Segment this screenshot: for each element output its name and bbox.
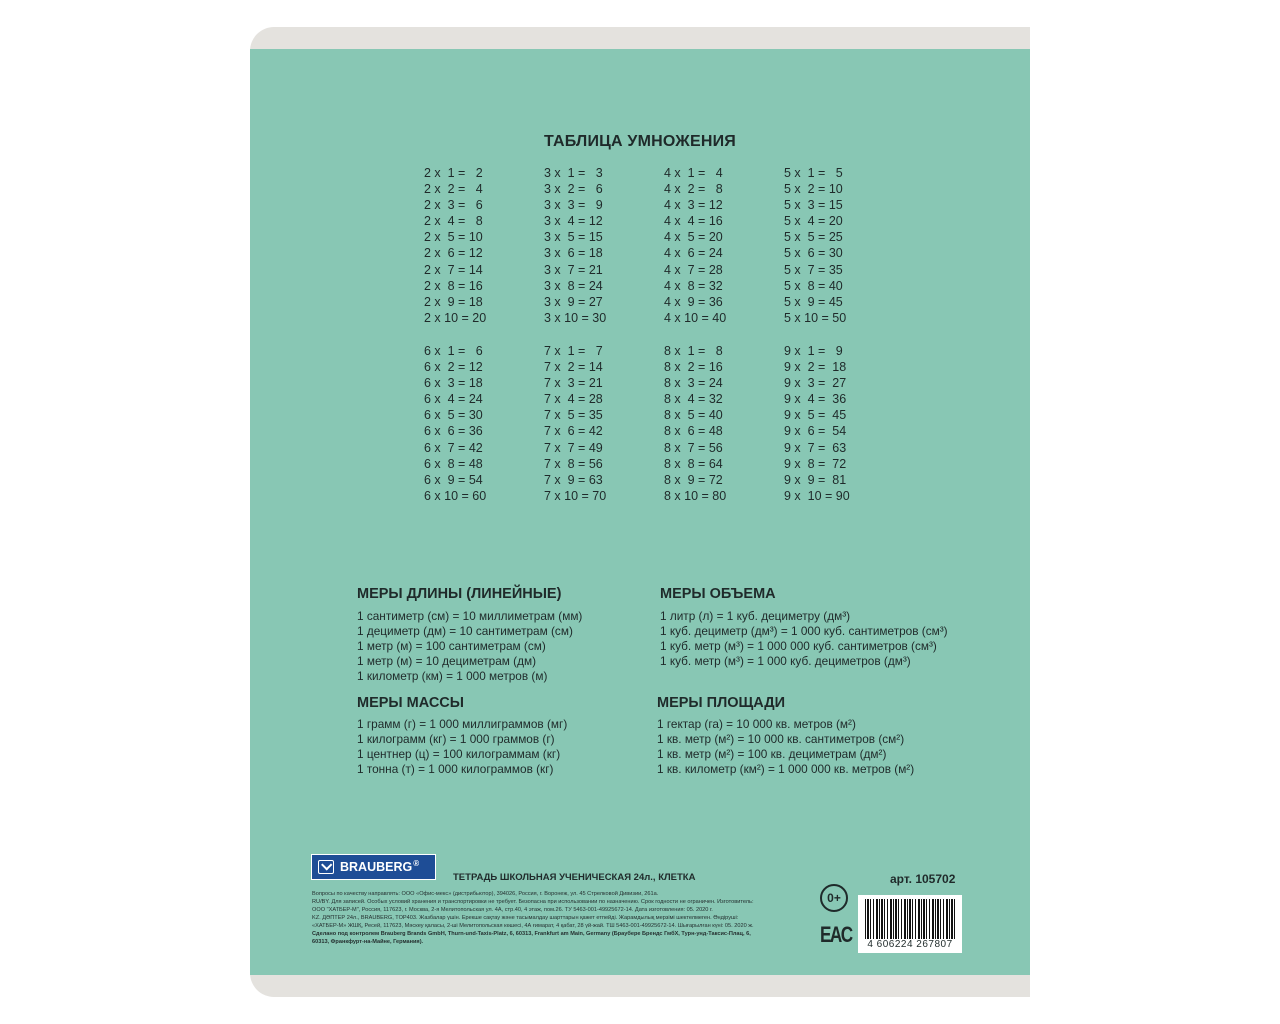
- multiplication-row: 7 x 9 = 63: [544, 472, 603, 487]
- multiplication-row: 4 x 6 = 24: [664, 246, 723, 261]
- volume-measure-line: 1 куб. метр (м³) = 1 000 000 куб. сантиметров (см³): [660, 639, 937, 653]
- fine-print-line: 60313, Франкфурт-на-Майне, Германия).: [312, 939, 424, 945]
- multiplication-row: 8 x 7 = 56: [664, 440, 723, 455]
- eac-mark-icon: EAC: [820, 922, 852, 947]
- multiplication-row: 5 x 5 = 25: [784, 230, 843, 245]
- multiplication-row: 8 x 2 = 16: [664, 360, 723, 375]
- multiplication-row: 6 x 7 = 42: [424, 440, 483, 455]
- multiplication-row: 6 x 4 = 24: [424, 392, 483, 407]
- multiplication-row: 9 x 4 = 36: [784, 392, 847, 407]
- multiplication-row: 6 x 3 = 18: [424, 376, 483, 391]
- multiplication-row: 6 x 6 = 36: [424, 424, 483, 439]
- volume-measures-list: [660, 609, 948, 669]
- brauberg-logo: [311, 854, 436, 880]
- multiplication-row: 8 x 8 = 64: [664, 456, 723, 471]
- multiplication-row: 7 x 8 = 56: [544, 456, 603, 471]
- multiplication-row: 6 x 9 = 54: [424, 472, 483, 487]
- multiplication-row: 9 x 2 = 18: [784, 360, 847, 375]
- multiplication-row: 7 x 5 = 35: [544, 408, 603, 423]
- multiplication-row: 3 x 5 = 15: [544, 230, 603, 245]
- area-measures-title: МЕРЫ ПЛОЩАДИ: [657, 695, 786, 711]
- multiplication-row: 8 x 6 = 48: [664, 424, 723, 439]
- multiplication-column-6: [424, 343, 486, 504]
- fine-print-line: Вопросы по качеству направлять: ООО «Офис-мекс» (дистрибьютор), 394026, Россия, г. Воронеж, ул. 45 Стрелковой Дивизии, 261а.: [312, 891, 659, 897]
- area-measure-line: 1 кв. метр (м²) = 10 000 кв. сантиметров (см²): [657, 732, 905, 746]
- age-rating-badge: 0+: [820, 884, 848, 912]
- multiplication-column-2: [424, 165, 486, 326]
- multiplication-row: 8 x 9 = 72: [664, 472, 723, 487]
- multiplication-row: 7 x 6 = 42: [544, 424, 603, 439]
- mass-measures-list: [357, 717, 567, 777]
- multiplication-column-3: [544, 165, 606, 326]
- fine-print: [312, 890, 818, 946]
- multiplication-column-9: [784, 343, 850, 504]
- notebook-back-cover: [250, 49, 1030, 975]
- multiplication-row: 8 x 3 = 24: [664, 376, 723, 391]
- multiplication-row: 4 x 9 = 36: [664, 294, 723, 309]
- mass-measure-line: 1 килограмм (кг) = 1 000 граммов (г): [357, 732, 555, 746]
- multiplication-row: 5 x 3 = 15: [784, 198, 843, 213]
- multiplication-row: 6 x 10 = 60: [424, 488, 487, 503]
- multiplication-row: 3 x 2 = 6: [544, 182, 603, 197]
- length-measure-line: 1 сантиметр (см) = 10 миллиметрам (мм): [357, 609, 583, 623]
- mass-measures-title: МЕРЫ МАССЫ: [357, 695, 464, 711]
- multiplication-row: 2 x 3 = 6: [424, 198, 483, 213]
- multiplication-row: 3 x 4 = 12: [544, 214, 603, 229]
- volume-measure-line: 1 куб. метр (м³) = 1 000 куб. дециметров (дм³): [660, 654, 911, 668]
- multiplication-column-7: [544, 343, 606, 504]
- multiplication-row: 2 x 4 = 8: [424, 214, 483, 229]
- multiplication-row: 4 x 5 = 20: [664, 230, 723, 245]
- fine-print-line: RU/BY. Для записей. Особых условий хранения и транспортировки не требует. Безопасна при использовании по назначению. Срок годности не ограничен. Изготовитель:: [312, 899, 754, 905]
- multiplication-row: 5 x 7 = 35: [784, 262, 843, 277]
- multiplication-row: 4 x 10 = 40: [664, 310, 727, 325]
- multiplication-row: 7 x 7 = 49: [544, 440, 603, 455]
- brand-check-icon: [318, 860, 334, 874]
- fine-print-line: Сделано под контролем Brauberg Brands GmbH, Thurn-und-Taxis-Platz, 6, 60313, Frankfurt am Main, Germany (Браубере Брендс ГмбХ, Турн-унд-Таксис-Плац, 6,: [312, 931, 751, 937]
- mass-measure-line: 1 тонна (т) = 1 000 килограммов (кг): [357, 762, 554, 776]
- multiplication-row: 2 x 5 = 10: [424, 230, 483, 245]
- product-name: ТЕТРАДЬ ШКОЛЬНАЯ УЧЕНИЧЕСКАЯ 24л., КЛЕТКА: [453, 872, 696, 883]
- brand-name: BRAUBERG: [340, 860, 413, 874]
- multiplication-row: 7 x 4 = 28: [544, 392, 603, 407]
- multiplication-row: 7 x 1 = 7: [544, 344, 603, 358]
- length-measures-title: МЕРЫ ДЛИНЫ (ЛИНЕЙНЫЕ): [357, 586, 562, 602]
- multiplication-row: 8 x 4 = 32: [664, 392, 723, 407]
- multiplication-row: 5 x 1 = 5: [784, 166, 843, 180]
- multiplication-row: 9 x 8 = 72: [784, 456, 847, 471]
- fine-print-line: ООО "ХАТБЕР-М", Россия, 117623, г. Москва, 2-я Мелитопольская ул. 4А, стр.40, 4 этаж, пом.26. ТУ 5463-001-49925672-14. Дата изготовления: 05. 2020 г.: [312, 907, 713, 913]
- mass-measure-line: 1 грамм (г) = 1 000 миллиграммов (мг): [357, 717, 568, 731]
- multiplication-row: 6 x 2 = 12: [424, 360, 483, 375]
- multiplication-row: 2 x 9 = 18: [424, 294, 483, 309]
- multiplication-row: 5 x 2 = 10: [784, 182, 843, 197]
- multiplication-row: 2 x 10 = 20: [424, 310, 487, 325]
- multiplication-row: 7 x 3 = 21: [544, 376, 603, 391]
- registered-mark: ®: [413, 859, 420, 868]
- multiplication-row: 5 x 6 = 30: [784, 246, 843, 261]
- length-measure-line: 1 километр (км) = 1 000 метров (м): [357, 669, 548, 683]
- area-measure-line: 1 гектар (га) = 10 000 кв. метров (м²): [657, 717, 856, 731]
- barcode: [858, 895, 962, 953]
- barcode-bars: [865, 899, 955, 939]
- multiplication-row: 2 x 6 = 12: [424, 246, 483, 261]
- multiplication-row: 3 x 9 = 27: [544, 294, 603, 309]
- multiplication-row: 6 x 1 = 6: [424, 344, 483, 358]
- multiplication-row: 4 x 2 = 8: [664, 182, 723, 197]
- multiplication-row: 4 x 3 = 12: [664, 198, 723, 213]
- multiplication-row: 5 x 4 = 20: [784, 214, 843, 229]
- multiplication-row: 2 x 8 = 16: [424, 278, 483, 293]
- area-measure-line: 1 кв. километр (км²) = 1 000 000 кв. метров (м²): [657, 762, 915, 776]
- fine-print-line: «ХАТБЕР-М» ЖШҚ, Ресей, 117623, Мәскеу қаласы, 2-ші Мелитопольская көшесі, 4А ғимарат, 4 қабат, 28 үй-жай. ТШ 5463-001-49925672-14. Шығарылған күні: 05. 2020 ж.: [312, 923, 754, 929]
- multiplication-column-5: [784, 165, 846, 326]
- multiplication-title: ТАБЛИЦА УМНОЖЕНИЯ: [544, 133, 736, 150]
- multiplication-row: 5 x 10 = 50: [784, 310, 847, 325]
- multiplication-row: 2 x 1 = 2: [424, 166, 483, 180]
- fine-print-line: KZ. ДӘПТЕР 24л., BRAUBERG, TOP403. Жазбалар үшін. Ерекше сақтау және тасымалдау шарттарын қажет етпейді. Жарамдылық мерзімі шектелмеген. Өндіруші:: [312, 915, 739, 921]
- multiplication-row: 3 x 8 = 24: [544, 278, 603, 293]
- multiplication-row: 8 x 5 = 40: [664, 408, 723, 423]
- length-measure-line: 1 метр (м) = 100 сантиметрам (см): [357, 639, 546, 653]
- barcode-number: 4 606224 267807: [867, 939, 953, 950]
- multiplication-row: 6 x 8 = 48: [424, 456, 483, 471]
- multiplication-row: 9 x 10 = 90: [784, 488, 850, 503]
- multiplication-row: 8 x 10 = 80: [664, 488, 727, 503]
- multiplication-row: 6 x 5 = 30: [424, 408, 483, 423]
- multiplication-row: 4 x 4 = 16: [664, 214, 723, 229]
- multiplication-row: 9 x 7 = 63: [784, 440, 847, 455]
- length-measures-list: [357, 609, 582, 684]
- multiplication-column-4: [664, 165, 726, 326]
- volume-measure-line: 1 литр (л) = 1 куб. дециметру (дм³): [660, 609, 851, 623]
- multiplication-row: 7 x 2 = 14: [544, 360, 603, 375]
- multiplication-row: 4 x 1 = 4: [664, 166, 723, 180]
- multiplication-row: 3 x 1 = 3: [544, 166, 603, 180]
- length-measure-line: 1 дециметр (дм) = 10 сантиметрам (см): [357, 624, 573, 638]
- article-number: арт. 105702: [890, 872, 956, 886]
- multiplication-row: 9 x 3 = 27: [784, 376, 847, 391]
- multiplication-row: 9 x 9 = 81: [784, 472, 847, 487]
- multiplication-row: 7 x 10 = 70: [544, 488, 607, 503]
- multiplication-row: 3 x 7 = 21: [544, 262, 603, 277]
- multiplication-row: 5 x 8 = 40: [784, 278, 843, 293]
- length-measure-line: 1 метр (м) = 10 дециметрам (дм): [357, 654, 537, 668]
- multiplication-row: 8 x 1 = 8: [664, 344, 723, 358]
- multiplication-row: 9 x 5 = 45: [784, 408, 847, 423]
- multiplication-row: 3 x 10 = 30: [544, 310, 607, 325]
- multiplication-row: 2 x 2 = 4: [424, 182, 483, 197]
- area-measures-list: [657, 717, 914, 777]
- multiplication-row: 4 x 8 = 32: [664, 278, 723, 293]
- volume-measure-line: 1 куб. дециметр (дм³) = 1 000 куб. сантиметров (см³): [660, 624, 948, 638]
- multiplication-row: 2 x 7 = 14: [424, 262, 483, 277]
- multiplication-row: 9 x 1 = 9: [784, 344, 843, 358]
- multiplication-column-8: [664, 343, 726, 504]
- volume-measures-title: МЕРЫ ОБЪЕМА: [660, 586, 776, 602]
- multiplication-row: 9 x 6 = 54: [784, 424, 847, 439]
- area-measure-line: 1 кв. метр (м²) = 100 кв. дециметрам (дм²): [657, 747, 887, 761]
- multiplication-row: 5 x 9 = 45: [784, 294, 843, 309]
- mass-measure-line: 1 центнер (ц) = 100 килограммам (кг): [357, 747, 561, 761]
- multiplication-row: 3 x 3 = 9: [544, 198, 603, 213]
- multiplication-row: 3 x 6 = 18: [544, 246, 603, 261]
- multiplication-row: 4 x 7 = 28: [664, 262, 723, 277]
